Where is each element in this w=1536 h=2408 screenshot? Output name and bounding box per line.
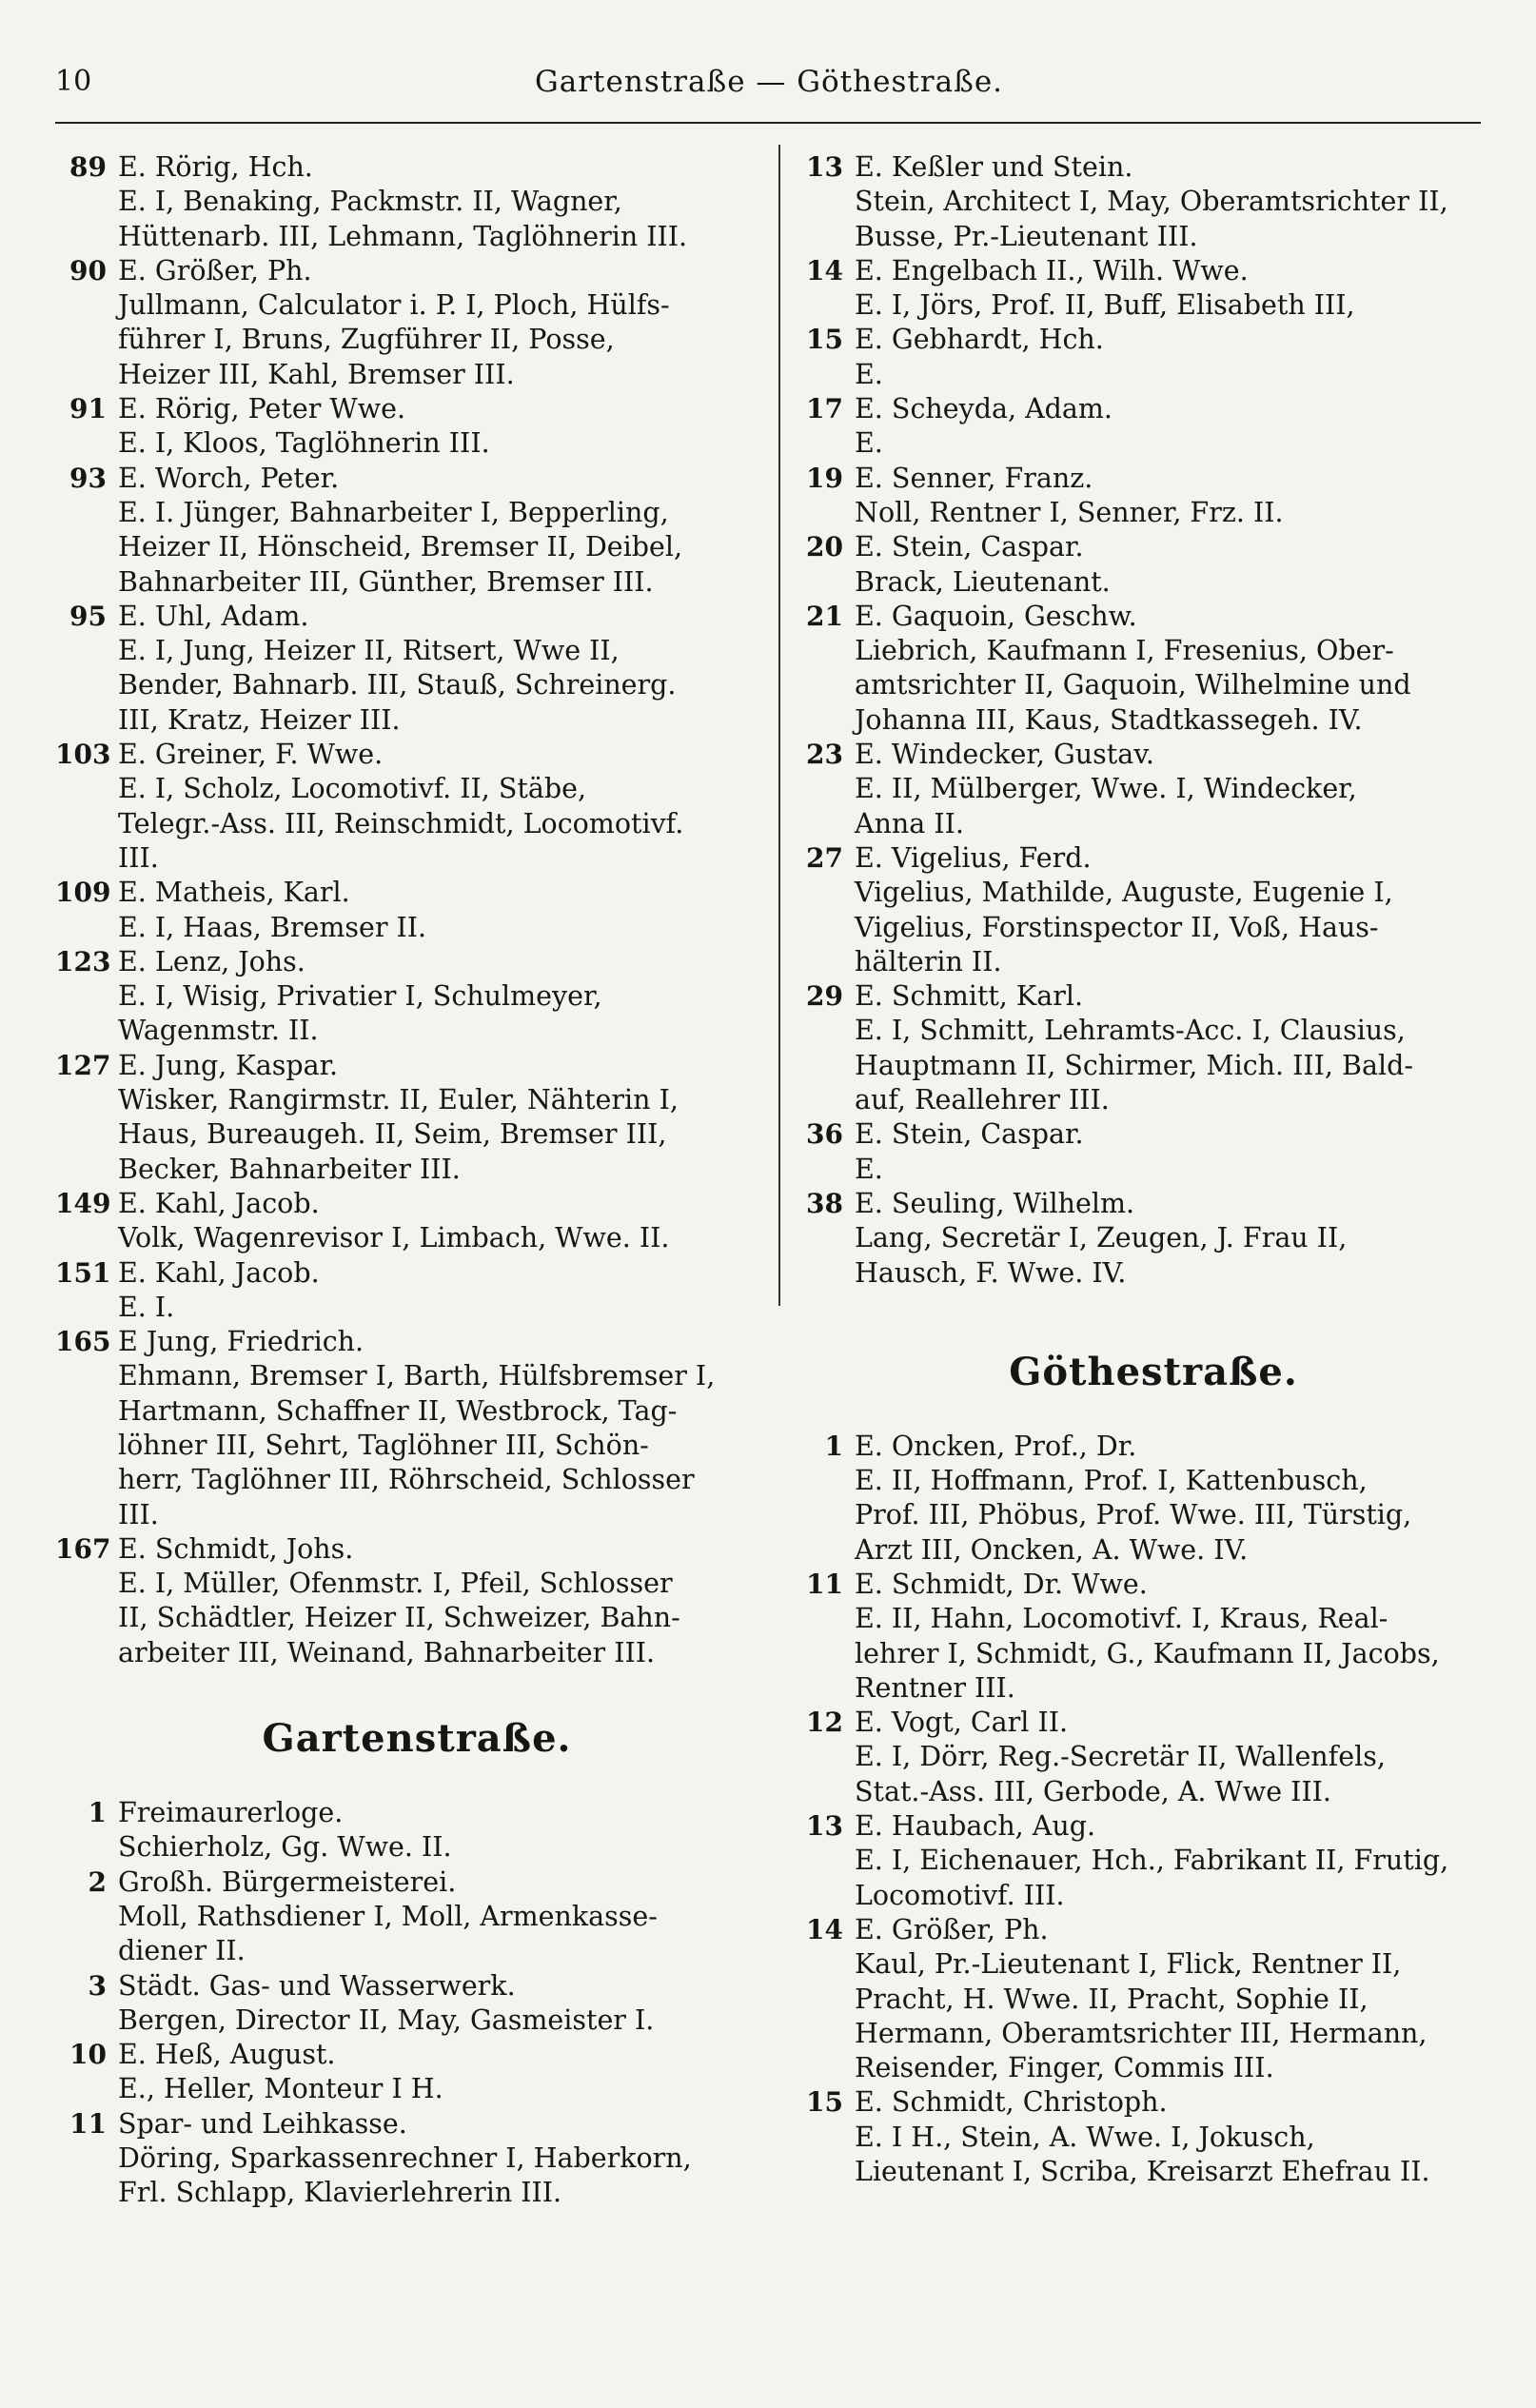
page-title: Gartenstraße — Göthestraße. xyxy=(534,65,1004,99)
entry-line: Lieutenant I, Scriba, Kreisarzt Ehefrau II. xyxy=(855,2156,1430,2188)
address-entry xyxy=(55,1969,778,2039)
entry-line: Kaul, Pr.-Lieutenant I, Flick, Rentner II, xyxy=(855,1948,1402,1981)
entry-line: III. xyxy=(118,1498,159,1530)
entry-line: löhner III, Sehrt, Taglöhner III, Schön- xyxy=(118,1429,649,1461)
entry-line: Lang, Secretär I, Zeugen, J. Frau II, xyxy=(855,1222,1348,1254)
entry-line: E. xyxy=(855,358,883,390)
entry-line: E. I, Scholz, Locomotivf. II, Stäbe, xyxy=(118,773,587,805)
house-number: 167 xyxy=(55,1532,111,1565)
entry-line: E. Gaquoin, Geschw. xyxy=(855,600,1137,632)
entry-line: E. II, Hoffmann, Prof. I, Kattenbusch, xyxy=(855,1465,1368,1497)
address-entry xyxy=(792,738,1515,841)
entry-line: E. Größer, Ph. xyxy=(855,1913,1049,1945)
page-header xyxy=(55,65,1483,114)
entry-line: E. xyxy=(855,1153,883,1185)
goethestrasse-entries xyxy=(792,1430,1515,2190)
entry-line: E. I, Haas, Bremser II. xyxy=(118,911,427,943)
entry-line: Moll, Rathsdiener I, Moll, Armenkasse- xyxy=(118,1900,658,1932)
house-number: 1 xyxy=(88,1797,107,1829)
house-number: 2 xyxy=(88,1865,107,1898)
house-number: 91 xyxy=(69,393,107,425)
entry-line: Döring, Sparkassenrechner I, Haberkorn, xyxy=(118,2142,692,2175)
entry-line: III. xyxy=(118,841,159,874)
entry-line: E. Worch, Peter. xyxy=(118,462,340,494)
entry-line: Anna II. xyxy=(855,807,964,839)
entry-line: E. Heß, August. xyxy=(118,2039,336,2071)
entry-line: E. Jung, Kaspar. xyxy=(118,1049,339,1081)
entry-line: Ehmann, Bremser I, Barth, Hülfsbremser I, xyxy=(118,1360,716,1392)
address-entry xyxy=(55,945,778,1049)
house-number: 1 xyxy=(824,1430,843,1462)
address-entry xyxy=(55,1865,778,1969)
entry-line: Hauptmann II, Schirmer, Mich. III, Bald- xyxy=(855,1049,1413,1081)
address-entry xyxy=(55,150,778,254)
entry-line: herr, Taglöhner III, Röhrscheid, Schlosser xyxy=(118,1464,695,1496)
house-number: 36 xyxy=(806,1118,843,1151)
house-number: 151 xyxy=(55,1256,111,1289)
entry-line: E. II, Hahn, Locomotivf. I, Kraus, Real- xyxy=(855,1603,1388,1635)
address-entry xyxy=(792,979,1515,1117)
house-number: 3 xyxy=(88,1969,107,2002)
house-number: 15 xyxy=(806,2086,843,2119)
house-number: 165 xyxy=(55,1326,111,1358)
entry-line: Busse, Pr.-Lieutenant III. xyxy=(855,220,1198,252)
address-entry xyxy=(792,1809,1515,1913)
left-entries xyxy=(55,150,778,1670)
entry-line: Stat.-Ass. III, Gerbode, A. Wwe III. xyxy=(855,1775,1331,1807)
address-entry xyxy=(55,1325,778,1532)
entry-line: Hüttenarb. III, Lehmann, Taglöhnerin III. xyxy=(118,220,688,252)
entry-line: Städt. Gas- und Wasserwerk. xyxy=(118,1969,516,2002)
entry-line: E. Schmidt, Johs. xyxy=(118,1532,354,1565)
address-entry xyxy=(792,1430,1515,1568)
entry-line: amtsrichter II, Gaquoin, Wilhelmine und xyxy=(855,669,1411,701)
entry-line: E. Schmitt, Karl. xyxy=(855,980,1084,1013)
house-number: 11 xyxy=(69,2107,107,2140)
entry-line: E. Uhl, Adam. xyxy=(118,600,309,632)
entry-line: E. Windecker, Gustav. xyxy=(855,739,1154,771)
entry-line: E. Oncken, Prof., Dr. xyxy=(855,1430,1137,1462)
entry-line: Noll, Rentner I, Senner, Frz. II. xyxy=(855,496,1284,528)
right-column xyxy=(792,150,1515,2189)
house-number: 14 xyxy=(806,254,843,286)
entry-line: diener II. xyxy=(118,1935,246,1967)
entry-line: Frl. Schlapp, Klavierlehrerin III. xyxy=(118,2177,562,2209)
house-number: 13 xyxy=(806,1810,843,1843)
entry-line: hälterin II. xyxy=(855,945,1002,977)
entry-line: E. I, Eichenauer, Hch., Fabrikant II, Frutig, xyxy=(855,1845,1449,1877)
house-number: 149 xyxy=(55,1187,111,1219)
entry-line: II, Schädtler, Heizer II, Schweizer, Bahn- xyxy=(118,1602,680,1634)
entry-line: Becker, Bahnarbeiter III. xyxy=(118,1153,461,1185)
address-entry xyxy=(792,462,1515,531)
entry-line: E. Größer, Ph. xyxy=(118,254,312,286)
entry-line: Freimaurerloge. xyxy=(118,1797,344,1829)
entry-line: E. Stein, Caspar. xyxy=(855,531,1084,563)
entry-line: Bender, Bahnarb. III, Stauß, Schreinerg. xyxy=(118,669,677,701)
entry-line: Johanna III, Kaus, Stadtkassegeh. IV. xyxy=(855,703,1363,736)
entry-line: E. xyxy=(855,427,883,460)
house-number: 29 xyxy=(806,980,843,1013)
address-entry xyxy=(792,1913,1515,2085)
entry-line: E. I. xyxy=(118,1291,175,1323)
entry-line: Hartmann, Schaffner II, Westbrock, Tag- xyxy=(118,1394,678,1427)
entry-line: lehrer I, Schmidt, G., Kaufmann II, Jacobs, xyxy=(855,1637,1440,1669)
entry-line: Liebrich, Kaufmann I, Fresenius, Ober- xyxy=(855,635,1394,667)
house-number: 123 xyxy=(55,945,111,977)
entry-line: E. Vigelius, Ferd. xyxy=(855,841,1092,874)
address-entry xyxy=(55,1256,778,1326)
entry-line: Heizer III, Kahl, Bremser III. xyxy=(118,358,515,390)
entry-line: Hermann, Oberamtsrichter III, Hermann, xyxy=(855,2017,1428,2049)
house-number: 38 xyxy=(806,1187,843,1219)
house-number: 12 xyxy=(806,1707,843,1739)
entry-line: E. Seuling, Wilhelm. xyxy=(855,1187,1135,1219)
house-number: 20 xyxy=(806,531,843,563)
entry-line: E. II, Mülberger, Wwe. I, Windecker, xyxy=(855,773,1357,805)
address-entry xyxy=(792,254,1515,324)
entry-line: E. I, Müller, Ofenmstr. I, Pfeil, Schlosser xyxy=(118,1568,673,1600)
entry-line: E. I, Kloos, Taglöhnerin III. xyxy=(118,427,490,460)
entry-line: auf, Reallehrer III. xyxy=(855,1084,1110,1116)
entry-line: Haus, Bureaugeh. II, Seim, Bremser III, xyxy=(118,1118,667,1151)
address-entry xyxy=(792,1117,1515,1187)
column-divider xyxy=(778,145,780,1306)
entry-line: Arzt III, Oncken, A. Wwe. IV. xyxy=(855,1533,1249,1566)
address-entry xyxy=(55,392,778,462)
house-number: 23 xyxy=(806,739,843,771)
house-number: 103 xyxy=(55,739,111,771)
entry-line: Telegr.-Ass. III, Reinschmidt, Locomotivf. xyxy=(118,807,684,839)
entry-line: E. I, Jung, Heizer II, Ritsert, Wwe II, xyxy=(118,635,620,667)
entry-line: Hausch, F. Wwe. IV. xyxy=(855,1256,1127,1289)
entry-line: E. Schmidt, Christoph. xyxy=(855,2086,1168,2119)
entry-line: arbeiter III, Weinand, Bahnarbeiter III. xyxy=(118,1636,656,1668)
entry-line: E. Kahl, Jacob. xyxy=(118,1187,320,1219)
gartenstrasse-entries xyxy=(55,1796,778,2211)
house-number: 13 xyxy=(806,151,843,183)
entry-line: Vigelius, Forstinspector II, Voß, Haus- xyxy=(855,911,1379,943)
address-entry xyxy=(792,2085,1515,2189)
entry-line: E. Scheyda, Adam. xyxy=(855,393,1113,425)
entry-line: E. I, Schmitt, Lehramts-Acc. I, Clausius, xyxy=(855,1015,1406,1047)
entry-line: Stein, Architect I, May, Oberamtsrichter II, xyxy=(855,186,1448,218)
entry-line: Spar- und Leihkasse. xyxy=(118,2107,407,2140)
address-entry xyxy=(55,254,778,392)
entry-line: Bergen, Director II, May, Gasmeister I. xyxy=(118,2003,655,2036)
entry-line: Volk, Wagenrevisor I, Limbach, Wwe. II. xyxy=(118,1222,670,1254)
section-title-goethestrasse: Göthestraße. xyxy=(1009,1349,1298,1394)
entry-line: Locomotivf. III. xyxy=(855,1879,1065,1911)
left-column xyxy=(55,150,778,2211)
address-entry xyxy=(792,1568,1515,1706)
entry-line: E. Greiner, F. Wwe. xyxy=(118,739,384,771)
entry-line: E. Stein, Caspar. xyxy=(855,1118,1084,1151)
house-number: 90 xyxy=(69,254,107,286)
address-entry xyxy=(55,2038,778,2107)
entry-line: Heizer II, Hönscheid, Bremser II, Deibel, xyxy=(118,531,683,563)
house-number: 21 xyxy=(806,600,843,632)
house-number: 11 xyxy=(806,1568,843,1600)
address-entry xyxy=(55,738,778,876)
entry-line: Bahnarbeiter III, Günther, Bremser III. xyxy=(118,565,654,598)
house-number: 17 xyxy=(806,393,843,425)
page-number: 10 xyxy=(55,65,92,98)
house-number: 14 xyxy=(806,1913,843,1945)
entry-line: E. Keßler und Stein. xyxy=(855,151,1133,183)
entry-line: Jullmann, Calculator i. P. I, Ploch, Hülfs- xyxy=(118,289,670,322)
address-entry xyxy=(55,1796,778,1865)
entry-line: E Jung, Friedrich. xyxy=(118,1326,364,1358)
address-entry xyxy=(55,2107,778,2211)
house-number: 93 xyxy=(69,462,107,494)
house-number: 10 xyxy=(69,2039,107,2071)
address-entry xyxy=(792,150,1515,254)
entry-line: Brack, Lieutenant. xyxy=(855,565,1111,598)
house-number: 89 xyxy=(69,151,107,183)
entry-line: E. Senner, Franz. xyxy=(855,462,1093,494)
address-entry xyxy=(55,600,778,738)
entry-line: E. Schmidt, Dr. Wwe. xyxy=(855,1568,1148,1600)
address-entry xyxy=(55,1187,778,1256)
entry-line: E. Haubach, Aug. xyxy=(855,1810,1096,1843)
entry-line: E. Matheis, Karl. xyxy=(118,877,350,909)
entry-line: E. Kahl, Jacob. xyxy=(118,1256,320,1289)
entry-line: E. I, Benaking, Packmstr. II, Wagner, xyxy=(118,186,622,218)
entry-line: Schierholz, Gg. Wwe. II. xyxy=(118,1831,452,1864)
house-number: 27 xyxy=(806,841,843,874)
entry-line: E. I, Dörr, Reg.-Secretär II, Wallenfels, xyxy=(855,1741,1386,1773)
entry-line: III, Kratz, Heizer III. xyxy=(118,703,401,736)
house-number: 15 xyxy=(806,324,843,356)
right-entries xyxy=(792,150,1515,1291)
entry-line: E. I, Wisig, Privatier I, Schulmeyer, xyxy=(118,980,602,1013)
address-entry xyxy=(792,841,1515,979)
address-entry xyxy=(792,323,1515,392)
entry-line: Wagenmstr. II. xyxy=(118,1015,319,1047)
house-number: 109 xyxy=(55,877,111,909)
address-entry xyxy=(792,600,1515,738)
address-entry xyxy=(55,876,778,945)
entry-line: Vigelius, Mathilde, Auguste, Eugenie I, xyxy=(855,877,1393,909)
entry-line: Wisker, Rangirmstr. II, Euler, Nähterin I, xyxy=(118,1084,679,1116)
entry-line: führer I, Bruns, Zugführer II, Posse, xyxy=(118,324,615,356)
entry-line: Großh. Bürgermeisterei. xyxy=(118,1865,457,1898)
header-rule xyxy=(55,122,1481,124)
address-entry xyxy=(55,1532,778,1670)
address-entry xyxy=(792,1706,1515,1809)
entry-line: E. Engelbach II., Wilh. Wwe. xyxy=(855,254,1249,286)
address-entry xyxy=(792,530,1515,600)
entry-line: E. I H., Stein, A. Wwe. I, Jokusch, xyxy=(855,2121,1315,2153)
entry-line: E. Rörig, Peter Wwe. xyxy=(118,393,406,425)
entry-line: E. Gebhardt, Hch. xyxy=(855,324,1104,356)
entry-line: Rentner III. xyxy=(855,1671,1015,1704)
address-entry xyxy=(55,462,778,600)
entry-line: E. Rörig, Hch. xyxy=(118,151,313,183)
entry-line: Pracht, H. Wwe. II, Pracht, Sophie II, xyxy=(855,1983,1369,2015)
entry-line: E. Vogt, Carl II. xyxy=(855,1707,1069,1739)
entry-line: E., Heller, Monteur I H. xyxy=(118,2073,443,2105)
address-entry xyxy=(792,392,1515,462)
entry-line: E. I, Jörs, Prof. II, Buff, Elisabeth III, xyxy=(855,289,1355,322)
address-entry xyxy=(792,1187,1515,1291)
house-number: 127 xyxy=(55,1049,111,1081)
entry-line: E. I. Jünger, Bahnarbeiter I, Bepperling, xyxy=(118,496,669,528)
house-number: 19 xyxy=(806,462,843,494)
house-number: 95 xyxy=(69,600,107,632)
entry-line: Reisender, Finger, Commis III. xyxy=(855,2052,1274,2084)
entry-line: Prof. III, Phöbus, Prof. Wwe. III, Türstig, xyxy=(855,1499,1412,1531)
address-entry xyxy=(55,1049,778,1187)
entry-line: E. Lenz, Johs. xyxy=(118,945,305,977)
section-title-gartenstrasse: Gartenstraße. xyxy=(262,1716,572,1762)
